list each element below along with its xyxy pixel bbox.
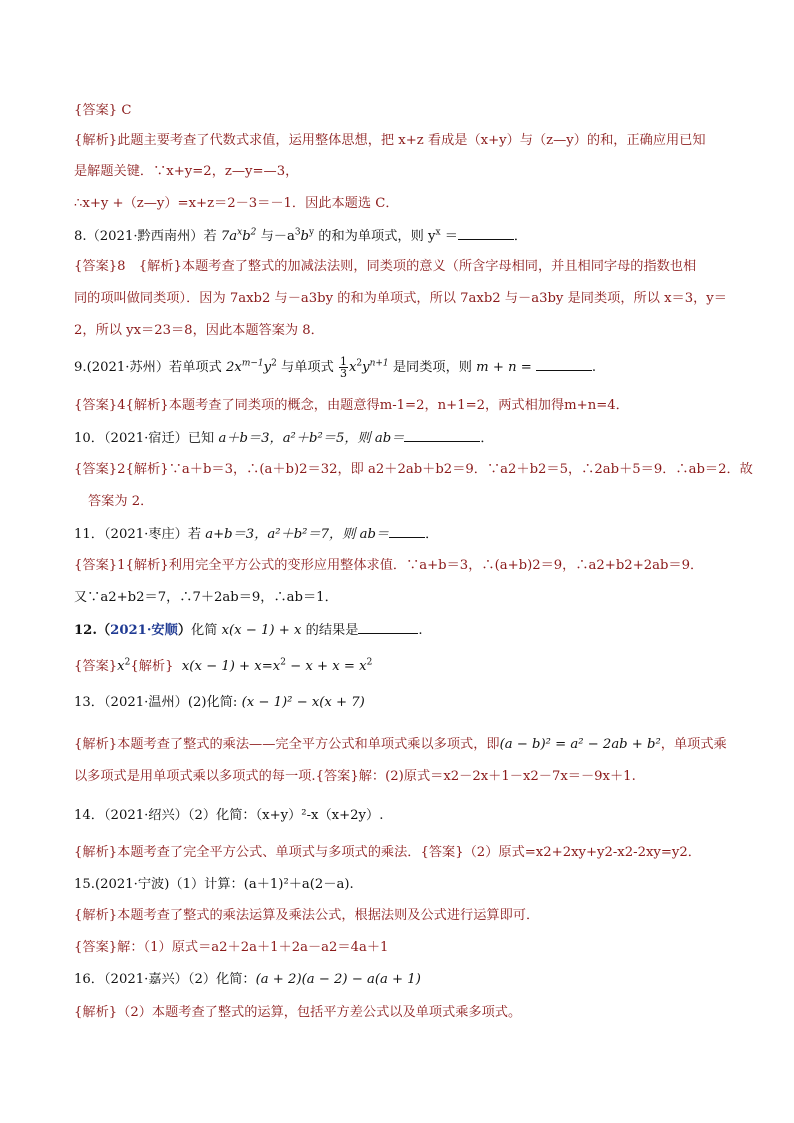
q9-d: y (362, 360, 370, 375)
q8-sup2: 2 (250, 227, 257, 238)
q10-prefix: 10．（2021·宿迁）已知 (74, 431, 219, 446)
answer-8-line3: 2，所以 yx＝23＝8，因此本题答案为 8． (74, 323, 324, 338)
analysis-13-line1 (74, 735, 734, 755)
question-8 (74, 226, 734, 247)
q9-e: m + n = (476, 360, 532, 375)
q8-b2: b (300, 229, 309, 244)
answer-11-line2: 又∵a2+b2＝7，∴7＋2ab＝9，∴ab＝1． (74, 590, 338, 605)
a12-math1: x (117, 659, 125, 674)
answer-8-line1: {答案}8 {解析}本题考查了整式的加减法法则，同类项的意义（所含字母相同，并且相同字母的指数也相 (74, 259, 697, 274)
q12-num: 12.（ (74, 623, 111, 638)
q9-tail: . (591, 360, 597, 375)
q12-math: x(x − 1) + x (221, 623, 302, 638)
q12-text: 化简 (191, 623, 222, 638)
q8-eq: ＝ (440, 229, 458, 244)
a12-math3: − x + x = x (285, 659, 367, 674)
q9-sup4: n+1 (369, 358, 389, 369)
answer-blank-9 (536, 357, 592, 371)
analysis-16: {解析}（2）本题考查了整式的运算，包括平方差公式以及单项式乘多项式。 (74, 1005, 522, 1020)
answer-blank-8 (458, 226, 514, 240)
answer-10-line1: {答案}2{解析}∵a＋b＝3，∴(a＋b)2＝32，即 a2＋2ab＋b2＝9．∵a2＋b2＝5，∴2ab＋5＝9．∴ab＝2．故 (74, 462, 753, 477)
a12-prefix: {答案} (74, 659, 118, 674)
q16-math: (a + 2)(a − 2) − a(a + 1) (255, 972, 421, 987)
a12-sup2: 2 (280, 657, 286, 668)
a12-math2: x(x − 1) + x=x (181, 659, 281, 674)
analysis-7-line2: 是解题关键．∵x+y=2，z—y=—3， (74, 164, 299, 179)
q9-a: 2x (225, 360, 242, 375)
question-10 (74, 428, 734, 449)
q11-math: a+b＝3，a²＋b²＝7，则 ab＝ (205, 527, 390, 542)
an13-suffix: ，单项式乘 (660, 737, 727, 752)
a12-sup3: 2 (366, 657, 373, 668)
q13-math: (x − 1)² − x(x + 7) (241, 695, 365, 710)
q8-mid2: 与－a (256, 229, 295, 244)
question-14: 14．（2021·绍兴）（2）化简：（x+y）²-x（x+2y）. (74, 808, 384, 823)
answer-15: {答案}解：（1）原式＝a2＋2a＋1＋2a－a2＝4a＋1 (74, 940, 389, 955)
q9-sup2: 2 (271, 358, 277, 369)
q8-tail: ． (513, 229, 528, 244)
q9-prefix: 9.(2021·苏州）若单项式 (74, 360, 226, 375)
question-15: 15.(2021·宁波)（1）计算：(a＋1)²＋a(2－a). (74, 877, 354, 892)
q10-math: a＋b＝3，a²＋b²＝5，则 ab＝ (218, 431, 405, 446)
answer-blank-10 (404, 428, 480, 442)
q9-mid: 与单项式 (276, 360, 338, 375)
q8-sup4: y (309, 227, 315, 238)
q8-sup1: x (237, 227, 243, 238)
analysis-14: {解析}本题考查了完全平方公式、单项式与多项式的乘法．{答案}（2）原式=x2+2xy+y2-x2-2xy=y2． (74, 845, 701, 860)
question-13 (74, 693, 734, 713)
question-16 (74, 970, 734, 990)
q8-sup3: 3 (294, 227, 301, 238)
answer-blank-11 (389, 524, 425, 538)
q12-source: 2021·安顺 (110, 623, 178, 638)
answer-11-line1: {答案}1{解析}利用完全平方公式的变形应用整体求值．∵a+b＝3，∴(a+b)2＝9，∴a2+b2+2ab＝9． (74, 558, 704, 573)
analysis-7-line1: {解析}此题主要考查了代数式求值，运用整体思想，把 x+z 看成是（x+y）与（z—y）的和，正确应用已知 (74, 133, 706, 148)
q9-frac-den: 3 (339, 367, 347, 380)
q11-tail: ． (425, 527, 439, 542)
answer-12 (74, 657, 734, 677)
q9-suffix: 是同类项，则 (388, 360, 477, 375)
question-11 (74, 524, 734, 545)
q9-sup1: m−1 (241, 358, 264, 369)
q9-c: x (348, 360, 357, 375)
q8-b: b (242, 229, 251, 244)
answer-8-line2: 同的项叫做同类项）．因为 7axb2 与－a3by 的和为单项式，所以 7axb2 与－a3by 是同类项，所以 x＝3，y＝ (74, 291, 727, 306)
answer-blank-12 (358, 620, 418, 634)
an13-math: (a − b)² = a² − 2ab + b² (499, 737, 661, 752)
q16-prefix: 16．（2021·嘉兴）（2）化简： (74, 972, 256, 987)
a12-sup1: 2 (124, 657, 131, 668)
q8-sup5: x (435, 227, 441, 238)
question-8-prefix: 8.（2021·黔西南州）若 (74, 229, 221, 244)
q10-tail: ． (480, 431, 494, 446)
q12-tail: . (418, 623, 423, 638)
q9-b: y (263, 360, 272, 375)
analysis-7-line3: ∴x+y +（z—y）=x+z＝2－3＝－1．因此本题选 C． (74, 196, 399, 211)
q9-frac-num: 1 (339, 355, 347, 368)
q8-suffix: 的和为单项式，则 y (314, 229, 436, 244)
q13-prefix: 13．（2021·温州）(2)化简: (74, 695, 242, 710)
q12-close: ） (177, 623, 191, 638)
q9-sup3: 2 (356, 358, 363, 369)
answer-9: {答案}4{解析}本题考查了同类项的概念，由题意得m-1=2，n+1=2，两式相加得m+n=4． (74, 398, 629, 413)
answer-7: {答案} C (74, 103, 132, 118)
q8-coef: 7a (220, 229, 238, 244)
question-9 (74, 356, 734, 379)
answer-10-line2: 答案为 2． (88, 494, 154, 509)
q11-prefix: 11．（2021·枣庄）若 (74, 527, 206, 542)
q9-fraction (339, 356, 348, 379)
analysis-13-line2: 以多项式是用单项式乘以多项式的每一项.{答案}解：(2)原式＝x2－2x＋1－x2－7x＝－9x＋1. (74, 769, 636, 784)
an13-prefix: {解析}本题考查了整式的乘法——完全平方公式和单项式乘以多项式，即 (74, 737, 500, 752)
q12-suffix: 的结果是 (301, 623, 359, 638)
question-8-term1 (221, 229, 257, 244)
analysis-15: {解析}本题考查了整式的乘法运算及乘法公式，根据法则及公式进行运算即可． (74, 908, 540, 923)
a12-mid: {解析} (130, 659, 174, 674)
question-12 (74, 620, 734, 641)
